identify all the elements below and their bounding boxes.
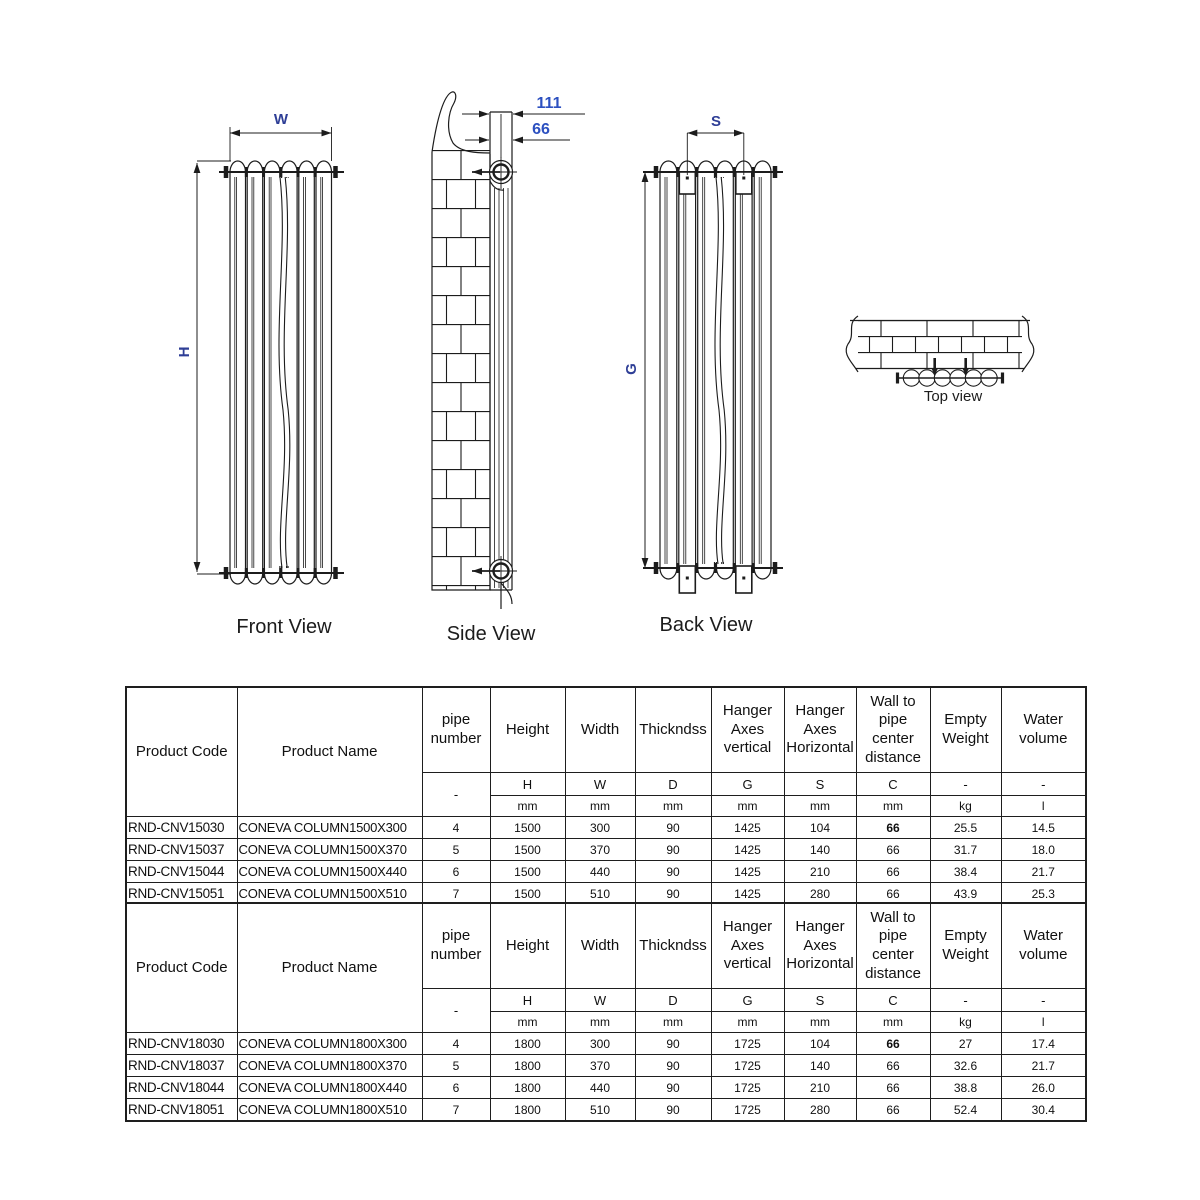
- product-name-cell: CONEVA COLUMN1500X300: [237, 817, 422, 839]
- value-cell: 1500: [490, 861, 565, 883]
- value-cell: 31.7: [930, 839, 1001, 861]
- product-name-cell: CONEVA COLUMN1800X440: [237, 1077, 422, 1099]
- unit-c: mm: [856, 1012, 930, 1033]
- value-cell: 440: [565, 1077, 635, 1099]
- sym-c: C: [856, 773, 930, 796]
- col-product-name: Product Name: [237, 687, 422, 817]
- top-wall-break-left: [846, 316, 858, 372]
- product-name-cell: CONEVA COLUMN1800X510: [237, 1099, 422, 1122]
- value-cell: 1725: [711, 1055, 784, 1077]
- value-cell: 14.5: [1001, 817, 1086, 839]
- sym-d: D: [635, 989, 711, 1012]
- value-cell: 90: [635, 883, 711, 906]
- col-thickness: Thickndss: [635, 687, 711, 773]
- sym-s: S: [784, 989, 856, 1012]
- dim-label-h: H: [176, 346, 193, 358]
- value-cell: 1500: [490, 817, 565, 839]
- product-code-cell: RND-CNV15044: [126, 861, 237, 883]
- col-thickness: Thickndss: [635, 903, 711, 989]
- value-cell: 1500: [490, 883, 565, 906]
- sym-pipe: -: [422, 773, 490, 817]
- back-view-drawing: [623, 113, 783, 636]
- product-code-cell: RND-CNV18044: [126, 1077, 237, 1099]
- back-view-label: Back View: [659, 614, 753, 636]
- col-height: Height: [490, 687, 565, 773]
- value-cell: 300: [565, 1033, 635, 1055]
- top-wall-break-right: [1022, 316, 1034, 372]
- value-cell: 90: [635, 861, 711, 883]
- col-empty-weight: Empty Weight: [930, 687, 1001, 773]
- value-cell: 90: [635, 1077, 711, 1099]
- value-cell: 1800: [490, 1077, 565, 1099]
- table-row: [126, 1077, 1086, 1099]
- col-pipe-number: pipe number: [422, 687, 490, 773]
- col-product-name: Product Name: [237, 903, 422, 1033]
- col-product-code: Product Code: [126, 903, 237, 1033]
- value-cell: 90: [635, 839, 711, 861]
- front-break-mask: [273, 178, 296, 566]
- value-cell: 27: [930, 1033, 1001, 1055]
- col-hanger-vertical: Hanger Axes vertical: [711, 687, 784, 773]
- side-depth-dimension: [462, 95, 585, 114]
- table-row: [126, 817, 1086, 839]
- hanger-bracket-top-left: [679, 172, 695, 194]
- unit-s: mm: [784, 796, 856, 817]
- sym-h: H: [490, 989, 565, 1012]
- top-view-label: Top view: [923, 388, 983, 405]
- sym-h: H: [490, 773, 565, 796]
- sym-c: C: [856, 989, 930, 1012]
- value-cell: 32.6: [930, 1055, 1001, 1077]
- spec-table-1500: [125, 686, 1087, 906]
- unit-h: mm: [490, 1012, 565, 1033]
- value-cell: 140: [784, 1055, 856, 1077]
- value-cell: 510: [565, 1099, 635, 1122]
- col-water-volume: Water volume: [1001, 687, 1086, 773]
- col-hanger-horizontal: Hanger Axes Horizontal: [784, 903, 856, 989]
- back-hanger-height-dimension: [623, 172, 645, 568]
- value-cell: 1725: [711, 1099, 784, 1122]
- front-height-dimension: [176, 161, 231, 574]
- value-cell: 1725: [711, 1077, 784, 1099]
- value-cell: 52.4: [930, 1099, 1001, 1122]
- unit-w: mm: [565, 1012, 635, 1033]
- unit-d: mm: [635, 1012, 711, 1033]
- value-cell: 66: [856, 1099, 930, 1122]
- value-cell: 6: [422, 861, 490, 883]
- col-water-volume: Water volume: [1001, 903, 1086, 989]
- dim-label-w: W: [273, 111, 289, 128]
- value-cell: 90: [635, 1033, 711, 1055]
- front-view-label: Front View: [236, 616, 332, 638]
- value-cell: 370: [565, 839, 635, 861]
- value-cell: 25.5: [930, 817, 1001, 839]
- sym-weight: -: [930, 989, 1001, 1012]
- col-hanger-vertical: Hanger Axes vertical: [711, 903, 784, 989]
- col-width: Width: [565, 903, 635, 989]
- unit-g: mm: [711, 1012, 784, 1033]
- col-hanger-horizontal: Hanger Axes Horizontal: [784, 687, 856, 773]
- front-view-drawing: [176, 111, 344, 638]
- sym-pipe: -: [422, 989, 490, 1033]
- sym-w: W: [565, 773, 635, 796]
- value-cell: 1500: [490, 839, 565, 861]
- side-view-label: Side View: [446, 623, 536, 645]
- value-cell: 66: [856, 1055, 930, 1077]
- sym-w: W: [565, 989, 635, 1012]
- unit-weight: kg: [930, 1012, 1001, 1033]
- unit-w: mm: [565, 796, 635, 817]
- unit-volume: l: [1001, 1012, 1086, 1033]
- value-cell: 21.7: [1001, 1055, 1086, 1077]
- product-name-cell: CONEVA COLUMN1800X370: [237, 1055, 422, 1077]
- value-cell: 1800: [490, 1033, 565, 1055]
- unit-s: mm: [784, 1012, 856, 1033]
- dim-label-66: 66: [532, 121, 550, 138]
- value-cell: 38.8: [930, 1077, 1001, 1099]
- value-cell: 140: [784, 839, 856, 861]
- value-cell: 38.4: [930, 861, 1001, 883]
- col-empty-weight: Empty Weight: [930, 903, 1001, 989]
- unit-c: mm: [856, 796, 930, 817]
- value-cell: 66: [856, 817, 930, 839]
- value-cell: 66: [856, 861, 930, 883]
- front-width-dimension: [230, 111, 332, 161]
- unit-g: mm: [711, 796, 784, 817]
- value-cell: 25.3: [1001, 883, 1086, 906]
- value-cell: 104: [784, 817, 856, 839]
- value-cell: 66: [856, 839, 930, 861]
- value-cell: 26.0: [1001, 1077, 1086, 1099]
- value-cell: 210: [784, 1077, 856, 1099]
- dim-label-111: 111: [536, 95, 562, 112]
- product-name-cell: CONEVA COLUMN1500X370: [237, 839, 422, 861]
- sym-d: D: [635, 773, 711, 796]
- value-cell: 90: [635, 817, 711, 839]
- side-wall-bricks: [432, 150, 490, 590]
- side-radiator-inner-lines: [495, 188, 509, 588]
- dim-label-g: G: [623, 363, 640, 375]
- value-cell: 510: [565, 883, 635, 906]
- sym-volume: -: [1001, 773, 1086, 796]
- value-cell: 4: [422, 1033, 490, 1055]
- value-cell: 280: [784, 1099, 856, 1122]
- col-wall-to-pipe: Wall to pipe center distance: [856, 687, 930, 773]
- col-pipe-number: pipe number: [422, 903, 490, 989]
- value-cell: 1425: [711, 861, 784, 883]
- product-code-cell: RND-CNV15037: [126, 839, 237, 861]
- table-row: [126, 1055, 1086, 1077]
- value-cell: 440: [565, 861, 635, 883]
- product-name-cell: CONEVA COLUMN1800X300: [237, 1033, 422, 1055]
- sym-g: G: [711, 989, 784, 1012]
- sym-weight: -: [930, 773, 1001, 796]
- value-cell: 90: [635, 1099, 711, 1122]
- sym-volume: -: [1001, 989, 1086, 1012]
- value-cell: 43.9: [930, 883, 1001, 906]
- side-view-drawing: [432, 92, 585, 645]
- unit-d: mm: [635, 796, 711, 817]
- value-cell: 17.4: [1001, 1033, 1086, 1055]
- table-row: [126, 861, 1086, 883]
- header-row-titles: [126, 903, 1086, 989]
- dim-label-s: S: [710, 113, 722, 130]
- col-product-code: Product Code: [126, 687, 237, 817]
- sym-s: S: [784, 773, 856, 796]
- value-cell: 1800: [490, 1055, 565, 1077]
- value-cell: 104: [784, 1033, 856, 1055]
- value-cell: 1425: [711, 883, 784, 906]
- unit-weight: kg: [930, 796, 1001, 817]
- value-cell: 370: [565, 1055, 635, 1077]
- product-code-cell: RND-CNV18030: [126, 1033, 237, 1055]
- side-wall-break-curve: [432, 92, 490, 153]
- product-code-cell: RND-CNV15030: [126, 817, 237, 839]
- sym-g: G: [711, 773, 784, 796]
- value-cell: 300: [565, 817, 635, 839]
- header-row-titles: [126, 687, 1086, 773]
- value-cell: 5: [422, 839, 490, 861]
- unit-h: mm: [490, 796, 565, 817]
- product-name-cell: CONEVA COLUMN1500X510: [237, 883, 422, 906]
- value-cell: 1425: [711, 817, 784, 839]
- value-cell: 6: [422, 1077, 490, 1099]
- table-row: [126, 839, 1086, 861]
- value-cell: 66: [856, 1033, 930, 1055]
- value-cell: 7: [422, 1099, 490, 1122]
- table-row: [126, 1033, 1086, 1055]
- table-row: [126, 1099, 1086, 1122]
- value-cell: 30.4: [1001, 1099, 1086, 1122]
- unit-volume: l: [1001, 796, 1086, 817]
- value-cell: 18.0: [1001, 839, 1086, 861]
- hanger-bracket-top-right: [736, 172, 752, 194]
- product-code-cell: RND-CNV15051: [126, 883, 237, 906]
- value-cell: 1800: [490, 1099, 565, 1122]
- value-cell: 1725: [711, 1033, 784, 1055]
- col-height: Height: [490, 903, 565, 989]
- product-name-cell: CONEVA COLUMN1500X440: [237, 861, 422, 883]
- product-code-cell: RND-CNV18037: [126, 1055, 237, 1077]
- col-width: Width: [565, 687, 635, 773]
- value-cell: 66: [856, 1077, 930, 1099]
- value-cell: 7: [422, 883, 490, 906]
- product-code-cell: RND-CNV18051: [126, 1099, 237, 1122]
- value-cell: 5: [422, 1055, 490, 1077]
- col-wall-to-pipe: Wall to pipe center distance: [856, 903, 930, 989]
- spec-table-1800: [125, 902, 1087, 1122]
- value-cell: 210: [784, 861, 856, 883]
- value-cell: 280: [784, 883, 856, 906]
- value-cell: 4: [422, 817, 490, 839]
- back-hanger-span-dimension: [687, 113, 744, 175]
- value-cell: 66: [856, 883, 930, 906]
- top-wall-bricks: [858, 320, 1022, 368]
- top-view-drawing: [846, 316, 1034, 405]
- value-cell: 21.7: [1001, 861, 1086, 883]
- value-cell: 1425: [711, 839, 784, 861]
- value-cell: 90: [635, 1055, 711, 1077]
